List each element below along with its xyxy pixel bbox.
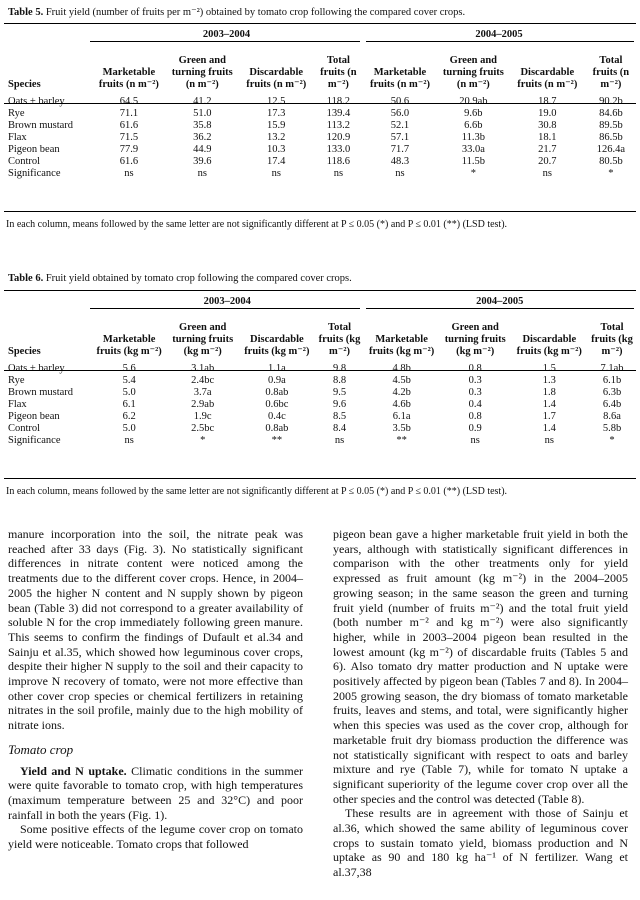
- table6-value-cell: 7.1ab: [600, 363, 624, 374]
- left-paragraph-3: Some positive effects of the legume cover crop on tomato yield were noticeable. Tomato crops that followed: [8, 822, 303, 852]
- table5-value-cell: 36.2: [193, 132, 212, 143]
- table6-note: In each column, means followed by the same letter are not significantly different at P ≤ 0.05 (*) and P ≤ 0.01 (**) (LSD test).: [6, 486, 508, 497]
- left-paragraph-2: [8, 764, 303, 823]
- subheading: Yield and N uptake.: [20, 763, 127, 778]
- table6-bottom-rule: [4, 478, 636, 479]
- table5-value-cell: 84.6b: [599, 108, 623, 119]
- table5-value-cell: ns: [271, 168, 281, 179]
- table6-value-cell: 1.5: [542, 363, 556, 374]
- table5-row: [4, 144, 636, 156]
- table6-value-cell: 1.4: [542, 423, 556, 434]
- table6-species-cell: Brown mustard: [8, 387, 74, 398]
- table6-year2-rule: [366, 308, 634, 309]
- table5-value-cell: 50.6: [390, 96, 410, 107]
- table5-value-cell: 11.5b: [461, 156, 485, 167]
- table6-species-cell: Pigeon bean: [8, 411, 60, 422]
- table5-row: [4, 168, 636, 180]
- table5-value-cell: 12.5: [267, 96, 286, 107]
- table5-value-cell: 90.2b: [599, 96, 623, 107]
- table5-value-cell: 30.8: [538, 120, 557, 131]
- table5-caption-text: Fruit yield (number of fruits per m⁻²) obtained by tomato crop following the compared cover crops.: [45, 7, 466, 18]
- table5-column-header: Marketable fruits (n m⁻²): [369, 67, 430, 90]
- table5-value-cell: 15.9: [267, 120, 286, 131]
- table5-value-cell: 80.5b: [599, 156, 623, 167]
- table5-value-cell: 41.2: [193, 96, 212, 107]
- table5-value-cell: 61.6: [119, 120, 139, 131]
- table6-value-cell: 5.0: [122, 387, 136, 398]
- table6-value-cell: 4.5b: [392, 375, 411, 386]
- table6-species-cell: Control: [8, 423, 41, 434]
- table5-value-cell: ns: [395, 168, 405, 179]
- table5-value-cell: 71.5: [119, 132, 139, 143]
- table6-column-header: Marketable fruits (kg m⁻²): [368, 334, 435, 357]
- right-paragraph-1: pigeon bean gave a higher marketable fruit yield in both the years, although with statistically significant differences in comparison with the other treatments only for yield expressed as fruit amount (kg m⁻²) in the 2004–2005 growing season; in the same season the green and turning fruit yield (number of fruits m⁻²) and the total fruit yield (both number m⁻² and kg m⁻²) were also significantly higher, while in 2003–2004 pigeon bean resulted in the lowest amount (kg m⁻²) of discardable fruits (Tables 5 and 6). Also tomato dry matter production and N uptake were positively affected by pigeon bean (Tables 7 and 8). In 2004–2005 growing season, the dry biomass of tomato marketable fruits, leaves and stems, and total, were significantly higher when this species was used as the cover crop, although for marketable fruit dry biomass production the difference was not statistically significant with respect to oats and barley mixture and rye (Table 7), while for tomato N uptake a significant superiority of the legume cover crop over all the other species and the control was detected (Table 8).: [333, 527, 628, 806]
- table6-value-cell: 0.3: [468, 387, 482, 398]
- table5-column-header: Green and turning fruits (n m⁻²): [171, 55, 233, 90]
- table6-value-cell: 1.9c: [193, 411, 212, 422]
- table5-column-header: Discardable fruits (n m⁻²): [246, 67, 307, 90]
- table6-value-cell: 8.8: [332, 375, 347, 386]
- table6-value-cell: 0.8: [468, 363, 482, 374]
- table6-species-cell: Rye: [8, 375, 25, 386]
- table5-value-cell: 20.7: [538, 156, 557, 167]
- table6-value-cell: 1.7: [542, 411, 556, 422]
- table6-species-cell: Oats + barley: [8, 363, 65, 374]
- table5-value-cell: 133.0: [326, 144, 351, 155]
- table6-row: [4, 423, 636, 435]
- table6-value-cell: *: [609, 435, 615, 446]
- table5-row: [4, 120, 636, 132]
- table6-year1: 2003–2004: [203, 296, 251, 307]
- table5-species-cell: Rye: [8, 108, 25, 119]
- table5-value-cell: 33.0a: [461, 144, 485, 155]
- table5-value-cell: 9.6b: [464, 108, 483, 119]
- table5-value-cell: 20.9ab: [459, 96, 488, 107]
- table5-value-cell: 11.3b: [461, 132, 485, 143]
- table6-species-cell: Significance: [8, 435, 61, 446]
- table5-value-cell: 44.9: [193, 144, 212, 155]
- table5-value-cell: 89.5b: [599, 120, 623, 131]
- table6-value-cell: 0.9: [468, 423, 482, 434]
- table5-year1: 2003–2004: [202, 29, 251, 40]
- table5-bottom-rule: [4, 211, 636, 212]
- table5-value-cell: 17.3: [267, 108, 286, 119]
- table5-value-cell: ns: [333, 168, 344, 179]
- table5-value-cell: 39.6: [193, 156, 212, 167]
- section-heading: Tomato crop: [8, 741, 74, 757]
- table5-header-rule: [4, 103, 636, 104]
- table5-value-cell: 6.6b: [464, 120, 483, 131]
- table5-column-header: Total fruits (n m⁻²): [592, 55, 630, 90]
- table5-value-cell: 18.1: [538, 132, 557, 143]
- table5-value-cell: *: [608, 168, 614, 179]
- table6-value-cell: ns: [470, 435, 480, 446]
- table6-value-cell: 1.8: [542, 387, 556, 398]
- table5-value-cell: 19.0: [538, 108, 557, 119]
- table6-year2: 2004–2005: [476, 296, 524, 307]
- table5-value-cell: 13.2: [267, 132, 286, 143]
- table6-value-cell: 0.3: [468, 375, 482, 386]
- table5-species-cell: Brown mustard: [8, 120, 74, 131]
- table5-value-cell: 86.5b: [599, 132, 623, 143]
- table6-header-rule: [4, 370, 636, 371]
- table5-value-cell: 52.1: [390, 120, 410, 131]
- table6-value-cell: *: [200, 435, 206, 446]
- table5-value-cell: ns: [197, 168, 207, 179]
- table6-year1-rule: [90, 308, 360, 309]
- table5-top-rule: [4, 23, 636, 24]
- table6-value-cell: 4.8b: [392, 363, 411, 374]
- table5-value-cell: 118.6: [326, 156, 351, 167]
- table6-column-header: Green and turning fruits (kg m⁻²): [444, 322, 506, 357]
- table6-value-cell: 2.5bc: [191, 423, 215, 434]
- table6-value-cell: 5.6: [122, 363, 136, 374]
- table6-value-cell: 6.2: [122, 411, 136, 422]
- table5-value-cell: 118.2: [326, 96, 351, 107]
- table6-row: [4, 411, 636, 423]
- table5-value-cell: ns: [542, 168, 552, 179]
- table5-value-cell: 17.4: [267, 156, 286, 167]
- table5-value-cell: ns: [124, 168, 134, 179]
- table6-value-cell: **: [396, 435, 407, 446]
- right-paragraph-2: These results are in agreement with those of Sainju et al.36, which showed the same ability of leguminous cover crops to sustain tomato yield, biomass production and N uptake as 90 and 180 kg ha⁻¹ of N fertilizer. Wang et al.37,38: [333, 806, 628, 880]
- table5-row: [4, 132, 636, 144]
- table6-column-header: Total fruits (kg m⁻²): [591, 322, 633, 357]
- table6-value-cell: 6.1: [122, 399, 136, 410]
- table6-column-header: Green and turning fruits (kg m⁻²): [172, 322, 234, 357]
- table6-value-cell: 3.1ab: [191, 363, 215, 374]
- table6-value-cell: 3.7a: [193, 387, 212, 398]
- table6-value-cell: 0.6bc: [265, 399, 289, 410]
- table6-row: [4, 387, 636, 399]
- table6-value-cell: ns: [124, 435, 134, 446]
- left-paragraph-1: manure incorporation into the soil, the nitrate peak was reached after 33 days (Fig. 3). No statistically significant differences in nitrate content were noticed among the treatments due to the different cover crops. Hence, in 2004–2005 the higher N content and N supply shown by pigeon bean (Table 3) did not correspond to a greater availability of soluble N for the crop immediately following green manure. This seems to confirm the findings of Dufault et al.34 and Sainju et al.35, which showed how leguminous cover crops, despite their higher N supply to the soil and their capacity to improve N recovery of tomato, were not more effective than other cover crop species or chemical fertilizers in retaining nitrates in the soil profile, mainly due to the high mobility of nitrate ions.: [8, 527, 303, 733]
- left-paragraph-2-text: Climatic conditions in the summer were quite favorable to tomato crop, with high temperatures (maximum temperature between 25 and 32°C) and poor rainfall in both the years (Fig. 1).: [8, 763, 304, 822]
- table5-value-cell: 48.3: [390, 156, 410, 167]
- table6-value-cell: 0.4c: [267, 411, 286, 422]
- table6-value-cell: 0.8ab: [265, 423, 289, 434]
- table5-value-cell: 120.9: [326, 132, 351, 143]
- table5-column-header: Discardable fruits (n m⁻²): [517, 67, 578, 90]
- table5-species-cell: Significance: [8, 168, 61, 179]
- table5-column-header: Marketable fruits (n m⁻²): [98, 67, 159, 90]
- table6-value-cell: 9.8: [332, 363, 347, 374]
- table6-value-cell: 6.4b: [602, 399, 622, 410]
- table5-year2: 2004–2005: [475, 29, 523, 40]
- table5-row: [4, 108, 636, 120]
- table6-value-cell: 1.1a: [267, 363, 286, 374]
- table6-value-cell: 8.5: [332, 411, 347, 422]
- table6-value-cell: 9.6: [332, 399, 347, 410]
- table6-row: [4, 399, 636, 411]
- table6-row: [4, 435, 636, 447]
- table6-caption: [8, 273, 352, 284]
- table6-value-cell: 0.9a: [267, 375, 286, 386]
- table5-species-cell: Flax: [8, 132, 27, 143]
- table5-year2-rule: [366, 41, 634, 42]
- table6-value-cell: 5.4: [122, 375, 136, 386]
- table6-value-cell: 0.8ab: [265, 387, 289, 398]
- table6-value-cell: 8.4: [332, 423, 347, 434]
- table6-caption-text: Fruit yield obtained by tomato crop following the compared cover crops.: [45, 273, 352, 284]
- table6-value-cell: 8.6a: [603, 411, 621, 422]
- table6-value-cell: 6.1b: [602, 375, 622, 386]
- table5-row: [4, 156, 636, 168]
- table5-value-cell: 51.0: [193, 108, 212, 119]
- table5-value-cell: 77.9: [119, 144, 139, 155]
- right-column: [333, 527, 628, 880]
- table5-value-cell: *: [470, 168, 476, 179]
- left-column: [8, 527, 303, 852]
- table5-value-cell: 126.4a: [596, 144, 626, 155]
- table5-value-cell: 35.8: [193, 120, 212, 131]
- table5-value-cell: 71.1: [119, 108, 139, 119]
- table5-caption: [8, 6, 465, 18]
- table6-value-cell: 2.4bc: [191, 375, 215, 386]
- table6-value-cell: ns: [544, 435, 554, 446]
- table6-value-cell: 9.5: [332, 387, 347, 398]
- table5-value-cell: 21.7: [538, 144, 557, 155]
- table5-species-header: Species: [8, 79, 41, 90]
- table6-value-cell: 5.0: [122, 423, 136, 434]
- table5-value-cell: 64.5: [119, 96, 139, 107]
- table6-value-cell: 2.9ab: [191, 399, 215, 410]
- table6-value-cell: 3.5b: [392, 423, 411, 434]
- table6-column-header: Total fruits (kg m⁻²): [318, 322, 361, 357]
- table5-caption-label: Table 5.: [8, 7, 44, 18]
- table6-value-cell: 1.3: [542, 375, 556, 386]
- table5-value-cell: 56.0: [390, 108, 410, 119]
- table6-value-cell: 6.3b: [602, 387, 622, 398]
- table5-column-header: Green and turning fruits (n m⁻²): [442, 55, 504, 90]
- table6-value-cell: 1.4: [542, 399, 556, 410]
- table5-value-cell: 139.4: [326, 108, 351, 119]
- table5-species-cell: Oats + barley: [8, 96, 65, 107]
- table6-column-header: Discardable fruits (kg m⁻²): [516, 334, 582, 357]
- table6-value-cell: 0.8: [468, 411, 482, 422]
- table6-value-cell: **: [271, 435, 283, 446]
- table6-value-cell: 5.8b: [602, 423, 622, 434]
- table6-value-cell: 4.2b: [392, 387, 411, 398]
- table5-value-cell: 113.2: [326, 120, 351, 131]
- table6-value-cell: ns: [334, 435, 345, 446]
- table6-value-cell: 6.1a: [392, 411, 411, 422]
- table5-value-cell: 57.1: [390, 132, 410, 143]
- table6-row: [4, 358, 636, 375]
- table5-note: In each column, means followed by the same letter are not significantly different at P ≤ 0.05 (*) and P ≤ 0.01 (**) (LSD test).: [6, 219, 508, 230]
- table6-species-cell: Flax: [8, 399, 27, 410]
- table5-value-cell: 61.6: [119, 156, 139, 167]
- table6-species-header: Species: [8, 346, 41, 357]
- table6-value-cell: 4.6b: [392, 399, 411, 410]
- table5-value-cell: 10.3: [267, 144, 286, 155]
- table5-species-cell: Control: [8, 156, 41, 167]
- table6-row: [4, 375, 636, 387]
- table5-value-cell: 71.7: [390, 144, 410, 155]
- table6-column-header: Marketable fruits (kg m⁻²): [96, 334, 162, 357]
- table6-top-rule: [4, 290, 636, 291]
- table5-species-cell: Pigeon bean: [8, 144, 60, 155]
- table5-row: [4, 91, 636, 108]
- table6-caption-label: Table 6.: [8, 273, 44, 284]
- table6-column-header: Discardable fruits (kg m⁻²): [244, 334, 310, 357]
- table5-column-header: Total fruits (n m⁻²): [320, 55, 357, 90]
- table5-year1-rule: [90, 41, 360, 42]
- table6-value-cell: 0.4: [468, 399, 482, 410]
- table5-value-cell: 18.7: [538, 96, 557, 107]
